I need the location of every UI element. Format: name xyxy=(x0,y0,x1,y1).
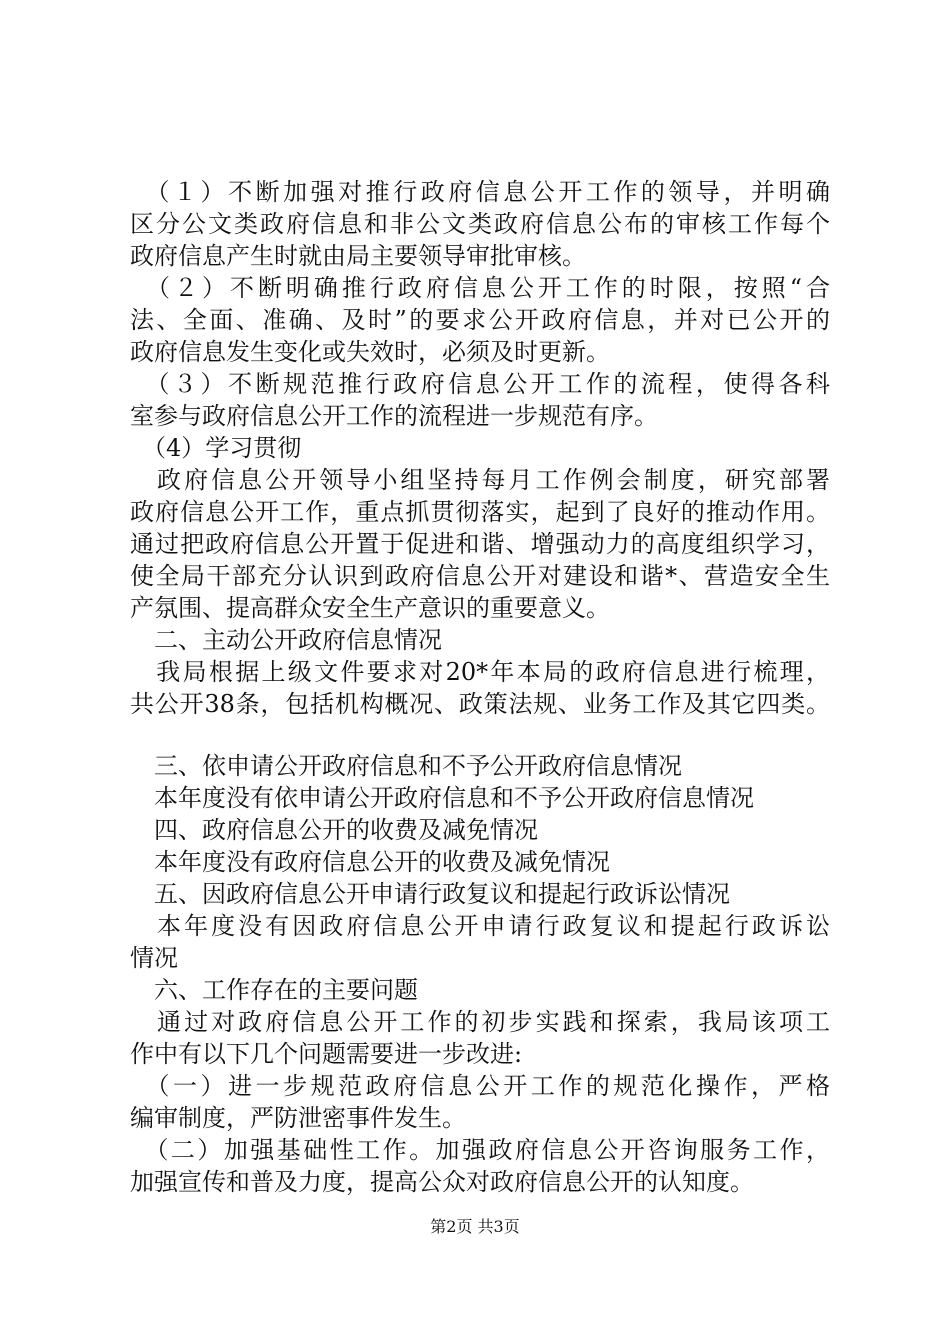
paragraph-line: 政府信息产生时就由局主要领导审批审核。 xyxy=(130,242,586,270)
section-heading: 六、工作存在的主要问题 xyxy=(130,976,418,1004)
paragraph-line: 情况 xyxy=(130,944,178,972)
section-heading: 三、依申请公开政府信息和不予公开政府信息情况 xyxy=(130,752,682,780)
section-heading: 五、因政府信息公开申请行政复议和提起行政诉讼情况 xyxy=(130,880,730,908)
paragraph-line: （二）加强基础性工作。加强政府信息公开咨询服务工作， xyxy=(130,1136,830,1164)
paragraph-line: 加强宣传和普及力度，提高公众对政府信息公开的认知度。 xyxy=(130,1168,754,1196)
paragraph-line: 通过对政府信息公开工作的初步实践和探索，我局该项工 xyxy=(130,1008,830,1036)
page-number-footer: 第2页 共3页 xyxy=(430,1217,520,1236)
paragraph-line: 室参与政府信息公开工作的流程进一步规范有序。 xyxy=(130,402,658,430)
paragraph-line: 我局根据上级文件要求对20*年本局的政府信息进行梳理， xyxy=(130,658,830,686)
paragraph-line: 政府信息发生变化或失效时，必须及时更新。 xyxy=(130,338,610,366)
paragraph-line: （一）进一步规范政府信息公开工作的规范化操作，严格 xyxy=(130,1072,830,1100)
paragraph-line: 政府信息公开工作，重点抓贯彻落实，起到了良好的推动作用。 xyxy=(130,498,830,526)
paragraph-line: 共公开38条，包括机构概况、政策法规、业务工作及其它四类。 xyxy=(130,690,830,718)
paragraph-line: 区分公文类政府信息和非公文类政府信息公布的审核工作每个 xyxy=(130,210,830,238)
paragraph-line: （１）不断加强对推行政府信息公开工作的领导，并明确 xyxy=(130,178,830,206)
section-heading: 二、主动公开政府信息情况 xyxy=(130,626,442,654)
paragraph-line: 作中有以下几个问题需要进一步改进: xyxy=(130,1040,523,1068)
section-heading: 四、政府信息公开的收费及减免情况 xyxy=(130,816,538,844)
paragraph-line: （３）不断规范推行政府信息公开工作的流程，使得各科 xyxy=(130,370,830,398)
paragraph-line: 本年度没有因政府信息公开申请行政复议和提起行政诉讼 xyxy=(130,912,830,940)
paragraph-line: 编审制度，严防泄密事件发生。 xyxy=(130,1104,466,1132)
paragraph-line: 产氛围、提高群众安全生产意识的重要意义。 xyxy=(130,594,610,622)
paragraph-line: 法、全面、准确、及时”的要求公开政府信息，并对已公开的 xyxy=(130,306,830,334)
section-heading: （4）学习贯彻 xyxy=(130,434,302,462)
paragraph-line: （２）不断明确推行政府信息公开工作的时限，按照“合 xyxy=(130,274,830,302)
paragraph-line: 本年度没有政府信息公开的收费及减免情况 xyxy=(130,848,610,876)
paragraph-line: 使全局干部充分认识到政府信息公开对建设和谐*、营造安全生 xyxy=(130,562,830,590)
paragraph-line: 本年度没有依申请公开政府信息和不予公开政府信息情况 xyxy=(130,784,754,812)
paragraph-line: 政府信息公开领导小组坚持每月工作例会制度，研究部署 xyxy=(130,466,830,494)
paragraph-line: 通过把政府信息公开置于促进和谐、增强动力的高度组织学习， xyxy=(130,530,830,558)
